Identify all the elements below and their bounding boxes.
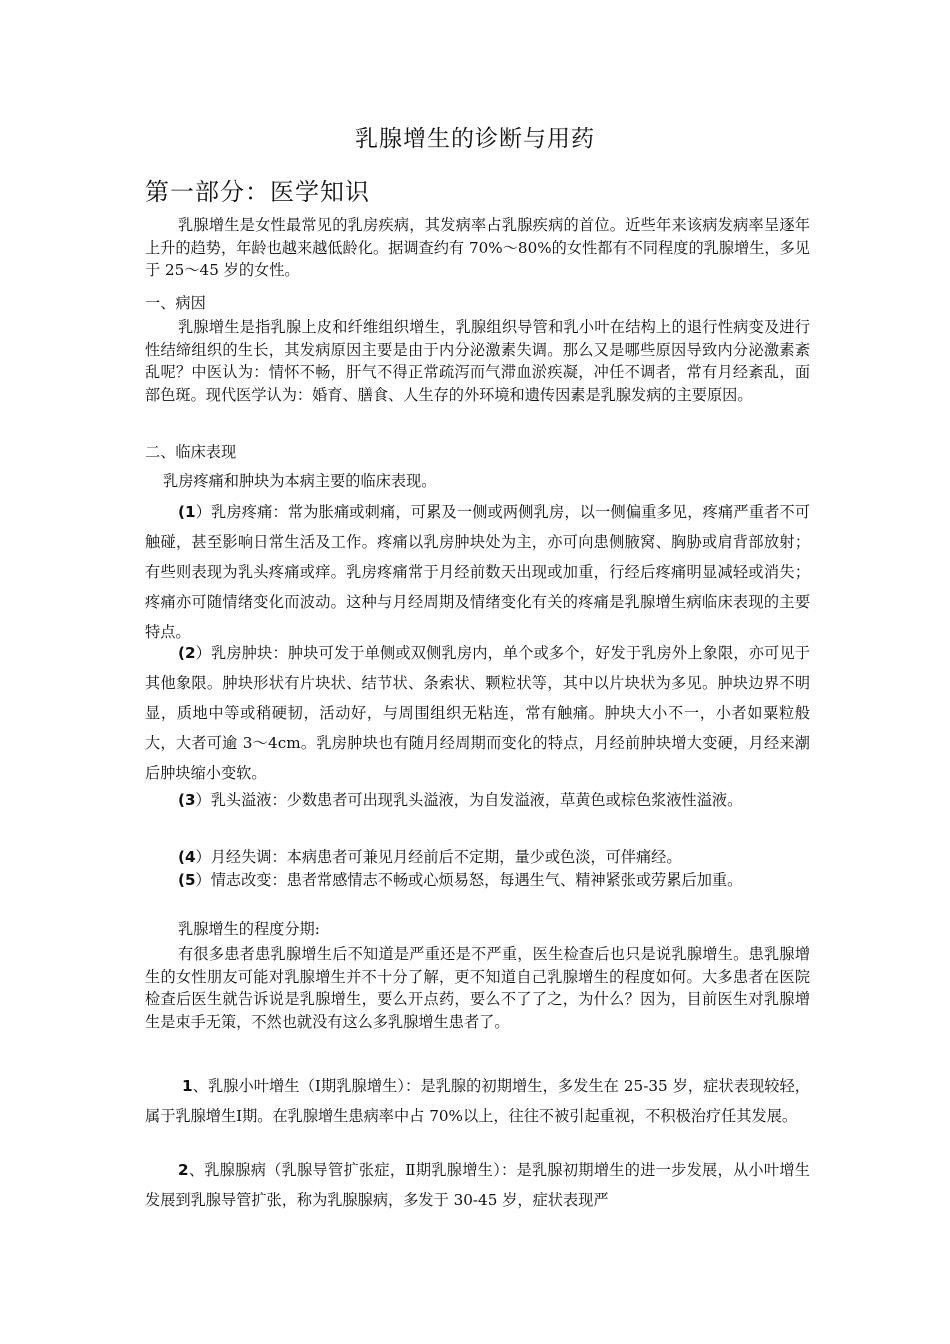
symptom-item-1	[145, 497, 810, 647]
item-text: ）乳房疼痛：常为胀痛或刺痛，可累及一侧或两侧乳房，以一侧偏重多见，疼痛严重者不可触碰，甚至影响日常生活及工作。疼痛以乳房肿块处为主，亦可向患侧腋窝、胸胁或肩背部放射；有些则表现为乳头疼痛或痒。乳房疼痛常于月经前数天出现或加重，行经后疼痛明显减轻或消失；疼痛亦可随情绪变化而波动。这种与月经周期及情绪变化有关的疼痛是乳腺增生病临床表现的主要特点。	[145, 503, 810, 641]
stage-text: 、乳腺小叶增生（Ⅰ期乳腺增生）：是乳腺的初期增生，多发生在 25-35 岁，症状表现较轻，属于乳腺增生Ⅰ期。在乳腺增生患病率中占 70%以上，往往不被引起重视，不积极治疗任其发展。	[145, 1077, 810, 1125]
staging-paragraph: 有很多患者患乳腺增生后不知道是严重还是不严重，医生检查后也只是说乳腺增生。患乳腺增生的女性朋友可能对乳腺增生并不十分了解，更不知道自己乳腺增生的程度如何。大多患者在医院检查后医生就告诉说是乳腺增生，要么开点药，要么不了了之，为什么？因为，目前医生对乳腺增生是束手无策，不然也就没有这么多乳腺增生患者了。	[145, 945, 810, 1031]
symptom-item-2	[145, 638, 810, 788]
part-heading: 第一部分：医学知识	[145, 178, 370, 206]
item-text: ）月经失调：本病患者可兼见月经前后不定期，量少或色淡，可伴痛经。	[195, 848, 682, 866]
stage-2-paragraph	[145, 1155, 810, 1215]
symptom-item-3	[145, 785, 810, 815]
stage-number: 2	[178, 1161, 189, 1179]
section-heading-cause: 一、病因	[145, 294, 206, 312]
symptoms-lead: 乳房疼痛和肿块为本病主要的临床表现。	[163, 472, 437, 490]
item-number: (5	[178, 871, 196, 889]
symptom-item-5	[145, 868, 810, 892]
item-number: (2	[178, 644, 196, 662]
item-text: ）乳头溢液：少数患者可出现乳头溢液，为自发溢液，草黄色或棕色浆液性溢液。	[195, 791, 743, 809]
stage-1-paragraph	[145, 1071, 810, 1131]
document-title: 乳腺增生的诊断与用药	[355, 126, 595, 152]
item-number: (4	[178, 848, 196, 866]
symptom-item-4	[145, 845, 810, 869]
stage-number: 1	[182, 1077, 193, 1095]
intro-paragraph: 乳腺增生是女性最常见的乳房疾病，其发病率占乳腺疾病的首位。近些年来该病发病率呈逐年上升的趋势，年龄也越来越低龄化。据调查约有 70%～80%的女性都有不同程度的乳腺增生，多见于 25～45 岁的女性。	[145, 216, 810, 279]
item-number: (1	[178, 503, 196, 521]
item-text: ）情志改变：患者常感情志不畅或心烦易怒，每遇生气、精神紧张或劳累后加重。	[195, 871, 743, 889]
item-number: (3	[178, 791, 196, 809]
section-heading-symptoms: 二、临床表现	[145, 443, 237, 461]
item-text: ）乳房肿块：肿块可发于单侧或双侧乳房内，单个或多个，好发于乳房外上象限，亦可见于其他象限。肿块形状有片块状、结节状、条索状、颗粒状等，其中以片块状为多见。肿块边界不明显，质地中等或稍硬韧，活动好，与周围组织无粘连，常有触痛。肿块大小不一，小者如粟粒般大，大者可逾 3～4cm。乳房肿块也有随月经周期而变化的特点，月经前肿块增大变硬，月经来潮后肿块缩小变软。	[145, 644, 810, 782]
stage-text: 、乳腺腺病（乳腺导管扩张症，Ⅱ期乳腺增生）：是乳腺初期增生的进一步发展，从小叶增生发展到乳腺导管扩张，称为乳腺腺病，多发于 30-45 岁，症状表现严	[145, 1161, 810, 1209]
staging-heading: 乳腺增生的程度分期:	[178, 920, 320, 938]
cause-paragraph: 乳腺增生是指乳腺上皮和纤维组织增生，乳腺组织导管和乳小叶在结构上的退行性病变及进行性结缔组织的生长，其发病原因主要是由于内分泌激素失调。那么又是哪些原因导致内分泌激素紊乱呢？中医认为：情怀不畅，肝气不得正常疏泻而气滞血淤疾凝，冲任不调者，常有月经紊乱，面部色斑。现代医学认为：婚育、膳食、人生存的外环境和遗传因素是乳腺发病的主要原因。	[145, 318, 810, 404]
